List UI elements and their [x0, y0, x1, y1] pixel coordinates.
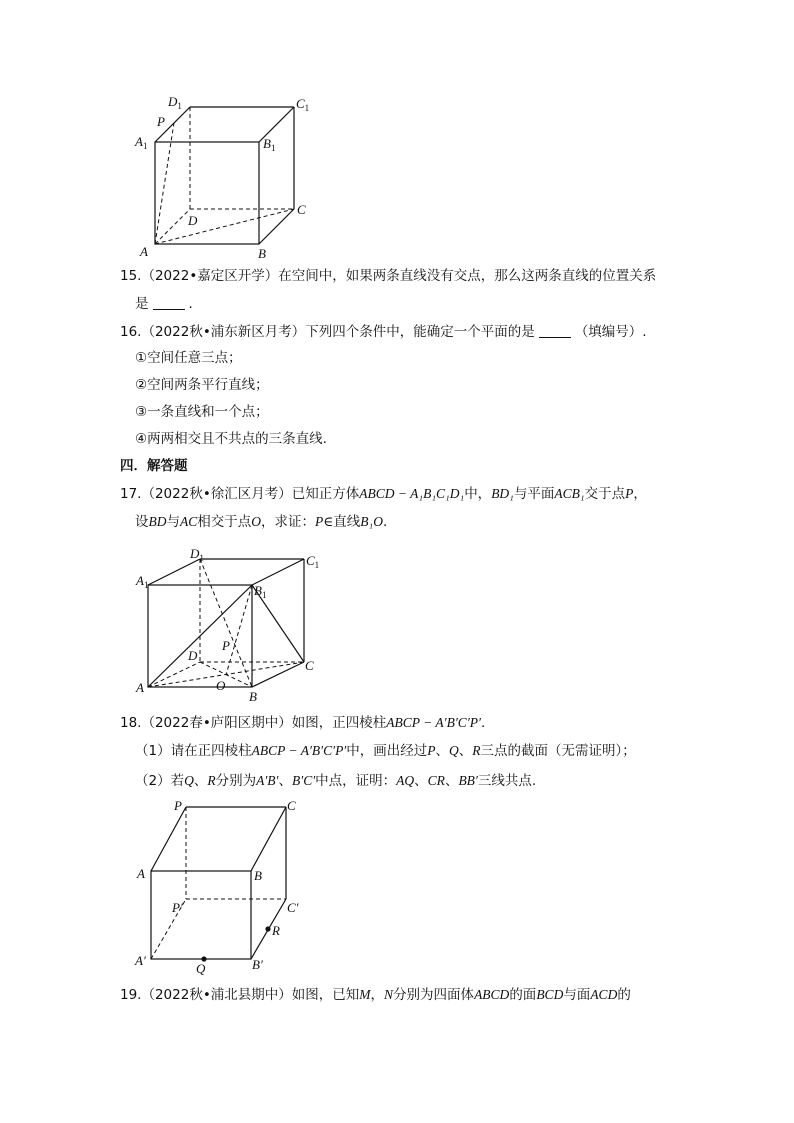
q16-answer-blank[interactable] — [539, 323, 571, 338]
label-d1: $D_1$ — [168, 94, 182, 111]
q16-line1 — [120, 322, 647, 342]
label-d: D — [188, 213, 198, 228]
figure-prism — [130, 795, 320, 980]
label-p-prime: P′ — [172, 900, 183, 915]
label-b1: $B_1$ — [263, 136, 276, 153]
q18-line3: （2）若Q、R分别为A′B′、B′C′中点，证明：AQ、CR、BB′三线共点. — [135, 773, 537, 789]
figure-cube-2 — [130, 545, 330, 705]
q17-line1: 17.（2022秋•徐汇区月考）已知正方体ABCD − A₁B₁C₁D₁中，BD₁与平面ACB₁交于点P， — [120, 486, 647, 502]
label-a: A — [136, 680, 144, 695]
point-r — [265, 926, 270, 931]
edge-b-c — [259, 209, 294, 244]
q16-option-1: ①空间任意三点； — [135, 350, 242, 366]
label-q: Q — [196, 961, 206, 976]
label-p: P — [222, 638, 230, 653]
q18-line1: 18.（2022春•庐阳区期中）如图，正四棱柱ABCP − A′B′C′P′. — [120, 715, 486, 731]
label-r: R — [272, 923, 280, 938]
edge-a-d — [148, 662, 200, 687]
label-d: D — [188, 648, 198, 663]
label-p: P — [157, 114, 165, 129]
q16-option-2: ②空间两条平行直线； — [135, 377, 269, 393]
q15-text: 是 — [135, 296, 149, 312]
label-p: P — [174, 798, 182, 813]
label-b: B — [254, 868, 262, 883]
label-a-prime: A′ — [135, 953, 146, 968]
figure-cube-1 — [130, 90, 320, 265]
q16-option-3: ③一条直线和一个点； — [135, 404, 269, 420]
q16-text: 16.（2022秋•浦东新区月考）下列四个条件中，能确定一个平面的是 — [120, 324, 535, 340]
q15-answer-blank[interactable] — [153, 295, 185, 310]
label-a1: $A_1$ — [135, 134, 148, 151]
q15-line1: 15.（2022•嘉定区开学）在空间中，如果两条直线没有交点，那么这两条直线的位置关系 — [120, 268, 657, 284]
label-a: A — [140, 244, 148, 259]
q17-line2: 设BD与AC相交于点O，求证：P∈直线B₁O. — [135, 514, 388, 530]
q15-period: . — [188, 296, 193, 312]
front-face — [151, 871, 251, 959]
edge-a-p — [151, 807, 186, 871]
label-c-prime: C′ — [287, 900, 299, 915]
label-b1: $B_1$ — [254, 583, 267, 600]
edge-b1-c1 — [252, 559, 304, 585]
edge-b-c — [251, 807, 286, 871]
label-c1: $C_1$ — [306, 553, 320, 570]
label-c1: $C_1$ — [296, 96, 310, 113]
label-a: A — [137, 866, 145, 881]
edge-b-c — [252, 662, 304, 687]
q15-line2 — [135, 294, 193, 314]
label-c: C — [297, 202, 306, 217]
label-b: B — [249, 689, 257, 704]
diag-d1-b — [200, 559, 252, 687]
q16-hint: （填编号）. — [574, 324, 647, 340]
label-b-prime: B′ — [252, 957, 263, 972]
q19-line1: 19.（2022秋•浦北县期中）如图，已知M，N分别为四面体ABCD的面BCD与面ACD的 — [120, 987, 631, 1003]
segment-a-p — [155, 123, 174, 244]
q16-option-4: ④两两相交且不共点的三条直线. — [135, 431, 327, 447]
label-c: C — [287, 798, 296, 813]
edge-a-d — [155, 209, 190, 244]
diag-a-c — [155, 209, 294, 244]
label-d1: $D_1$ — [190, 546, 204, 563]
edge-a1-d1 — [148, 559, 200, 585]
section-heading: 四．解答题 — [120, 458, 188, 474]
label-b: B — [258, 246, 266, 261]
label-a1: $A_1$ — [136, 573, 149, 590]
q18-line2: （1）请在正四棱柱ABCP − A′B′C′P′中，画出经过P、Q、R三点的截面（无需证明）； — [135, 743, 636, 759]
label-c: C — [305, 658, 314, 673]
label-o: O — [216, 678, 226, 693]
